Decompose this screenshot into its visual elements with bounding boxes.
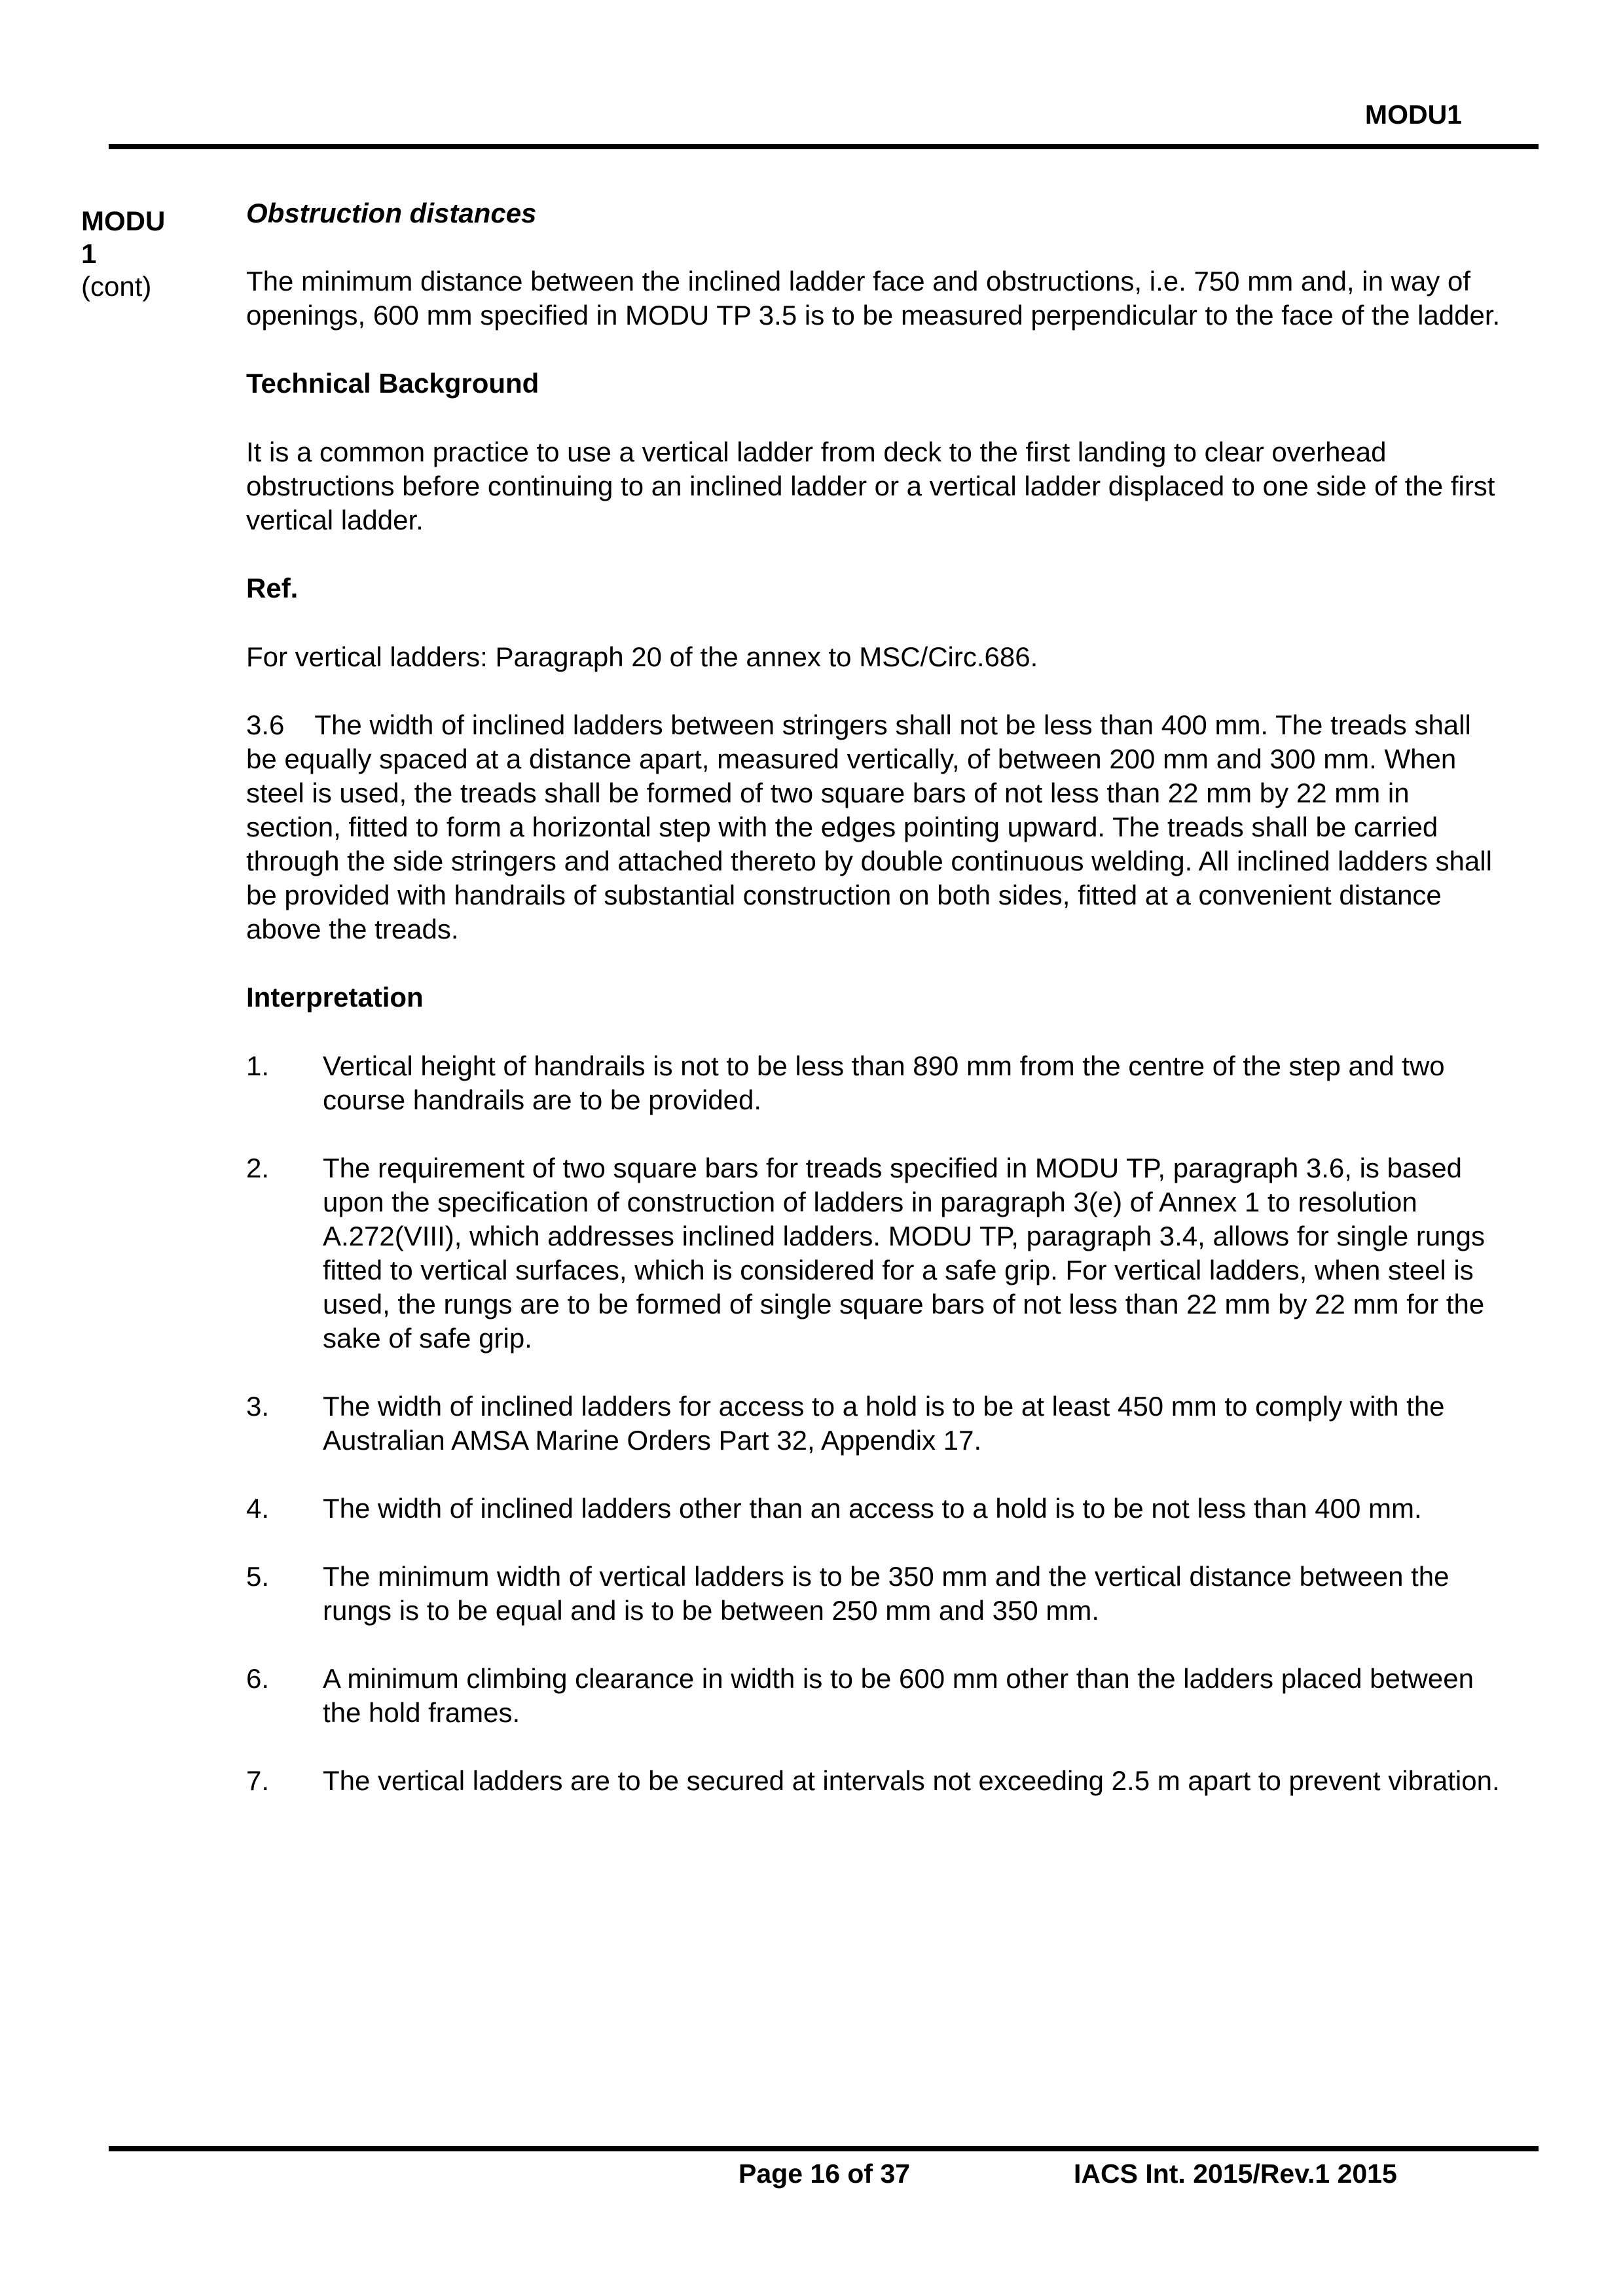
list-item-number: 7.: [246, 1765, 270, 1796]
main-content: [246, 196, 1503, 1832]
list-item: [246, 1560, 1503, 1628]
list-item-text: A minimum climbing clearance in width is to be 600 mm other than the ladders placed between the hold frames.: [323, 1663, 1474, 1728]
document-reference: IACS Int. 2015/Rev.1 2015: [1074, 2159, 1397, 2189]
technical-background-heading: Technical Background: [246, 368, 539, 399]
page-number: Page 16 of 37: [739, 2159, 911, 2189]
ref-paragraph: For vertical ladders: Paragraph 20 of the annex to MSC/Circ.686.: [246, 641, 1038, 672]
list-item: [246, 1390, 1503, 1458]
list-item-number: 5.: [246, 1561, 270, 1592]
list-item: [246, 1492, 1503, 1526]
interpretation-list: [246, 1049, 1503, 1798]
list-item: [246, 1151, 1503, 1355]
list-item: [246, 1049, 1503, 1117]
margin-label: [81, 205, 199, 303]
margin-title: MODU: [81, 206, 166, 236]
list-item: [246, 1662, 1503, 1730]
margin-note: (cont): [81, 271, 152, 302]
obstruction-heading: Obstruction distances: [246, 198, 537, 228]
list-item-text: The vertical ladders are to be secured at intervals not exceeding 2.5 m apart to prevent vibration.: [323, 1765, 1500, 1796]
interpretation-heading: Interpretation: [246, 982, 424, 1013]
ref-heading: Ref.: [246, 573, 299, 603]
page-header-code: MODU1: [1364, 99, 1462, 130]
technical-background-paragraph: It is a common practice to use a vertical ladder from deck to the first landing to clear overhead obstructions before continuing to an inclined ladder or a vertical ladder displaced to one side of the first vertical ladder.: [246, 437, 1495, 535]
header-rule: [109, 144, 1539, 149]
clause-3-6-paragraph: 3.6 The width of inclined ladders between stringers shall not be less than 400 mm. The treads shall be equally spaced at a distance apart, measured vertically, of between 200 mm and 300 mm. When steel is used, the treads shall be formed of two square bars of not less than 22 mm by 22 mm in section, fitted to form a horizontal step with the edges pointing upward. The treads shall be carried through the side stringers and attached thereto by double continuous welding. All inclined ladders shall be provided with handrails of substantial construction on both sides, fitted at a convenient distance above the treads.: [246, 709, 1500, 944]
list-item-number: 1.: [246, 1050, 270, 1081]
list-item-text: The minimum width of vertical ladders is to be 350 mm and the vertical distance between the rungs is to be equal and is to be between 250 mm and 350 mm.: [323, 1561, 1450, 1626]
list-item-text: The width of inclined ladders for access to a hold is to be at least 450 mm to comply with the Australian AMSA Marine Orders Part 32, Appendix 17.: [323, 1391, 1445, 1456]
footer-rule: [109, 2146, 1539, 2151]
list-item-number: 3.: [246, 1391, 270, 1422]
margin-number: 1: [81, 238, 97, 269]
list-item-number: 6.: [246, 1663, 270, 1694]
obstruction-paragraph: The minimum distance between the inclined ladder face and obstructions, i.e. 750 mm and, in way of openings, 600 mm specified in MODU TP 3.5 is to be measured perpendicular to the face of the ladder.: [246, 266, 1501, 331]
list-item-text: The width of inclined ladders other than an access to a hold is to be not less than 400 mm.: [323, 1493, 1422, 1524]
list-item: [246, 1764, 1503, 1798]
list-item-text: The requirement of two square bars for treads specified in MODU TP, paragraph 3.6, is based upon the specification of construction of ladders in paragraph 3(e) of Annex 1 to resolution A.272(VIII), which addresses inclined ladders. MODU TP, paragraph 3.4, allows for single rungs fitted to vertical surfaces, which is considered for a safe grip. For vertical ladders, when steel is used, the rungs are to be formed of single square bars of not less than 22 mm by 22 mm for the sake of safe grip.: [323, 1153, 1485, 1354]
list-item-number: 4.: [246, 1493, 270, 1524]
list-item-text: Vertical height of handrails is not to be less than 890 mm from the centre of the step and two course handrails are to be provided.: [323, 1050, 1445, 1115]
list-item-number: 2.: [246, 1153, 270, 1183]
